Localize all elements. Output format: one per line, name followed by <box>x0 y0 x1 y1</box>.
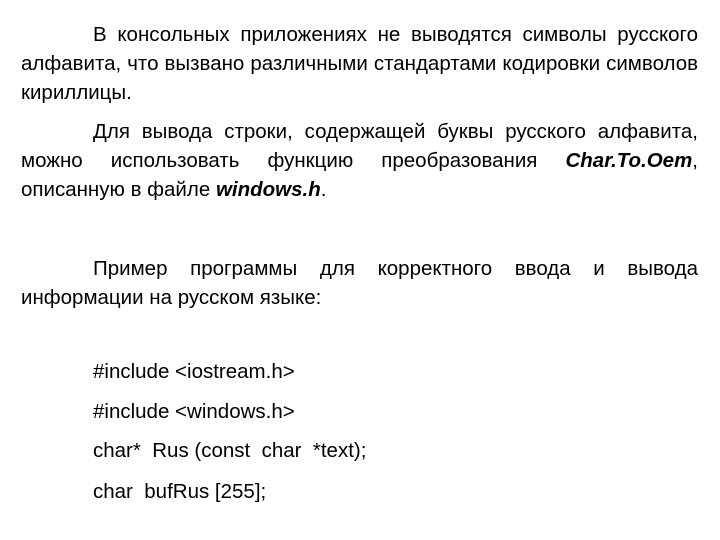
example-paragraph-text: Пример программы для корректного ввода и вывода информации на русском языке: <box>21 257 698 309</box>
conversion-paragraph <box>21 117 698 204</box>
intro-paragraph <box>21 20 698 107</box>
code-line-include-windows: #include <windows.h> <box>93 400 295 423</box>
conversion-text-part1: Для вывода строки, содержащей буквы русского алфавита, можно использовать функцию преобразования <box>21 120 698 172</box>
conversion-text-part3: . <box>320 178 327 201</box>
header-file-name: windows.h <box>215 178 321 201</box>
function-name: Char.To.Oem <box>565 149 693 172</box>
code-line-rus-declaration: char* Rus (const char *text); <box>93 439 367 462</box>
code-line-include-iostream: #include <iostream.h> <box>93 360 295 383</box>
code-line-bufrus-declaration: char bufRus [255]; <box>93 480 267 503</box>
conversion-text-part2: , описанную в файле <box>21 149 698 201</box>
example-paragraph <box>21 254 698 312</box>
intro-paragraph-text: В консольных приложениях не выводятся символы русского алфавита, что вызвано различными стандартами кодировки символов кириллицы. <box>21 23 698 104</box>
